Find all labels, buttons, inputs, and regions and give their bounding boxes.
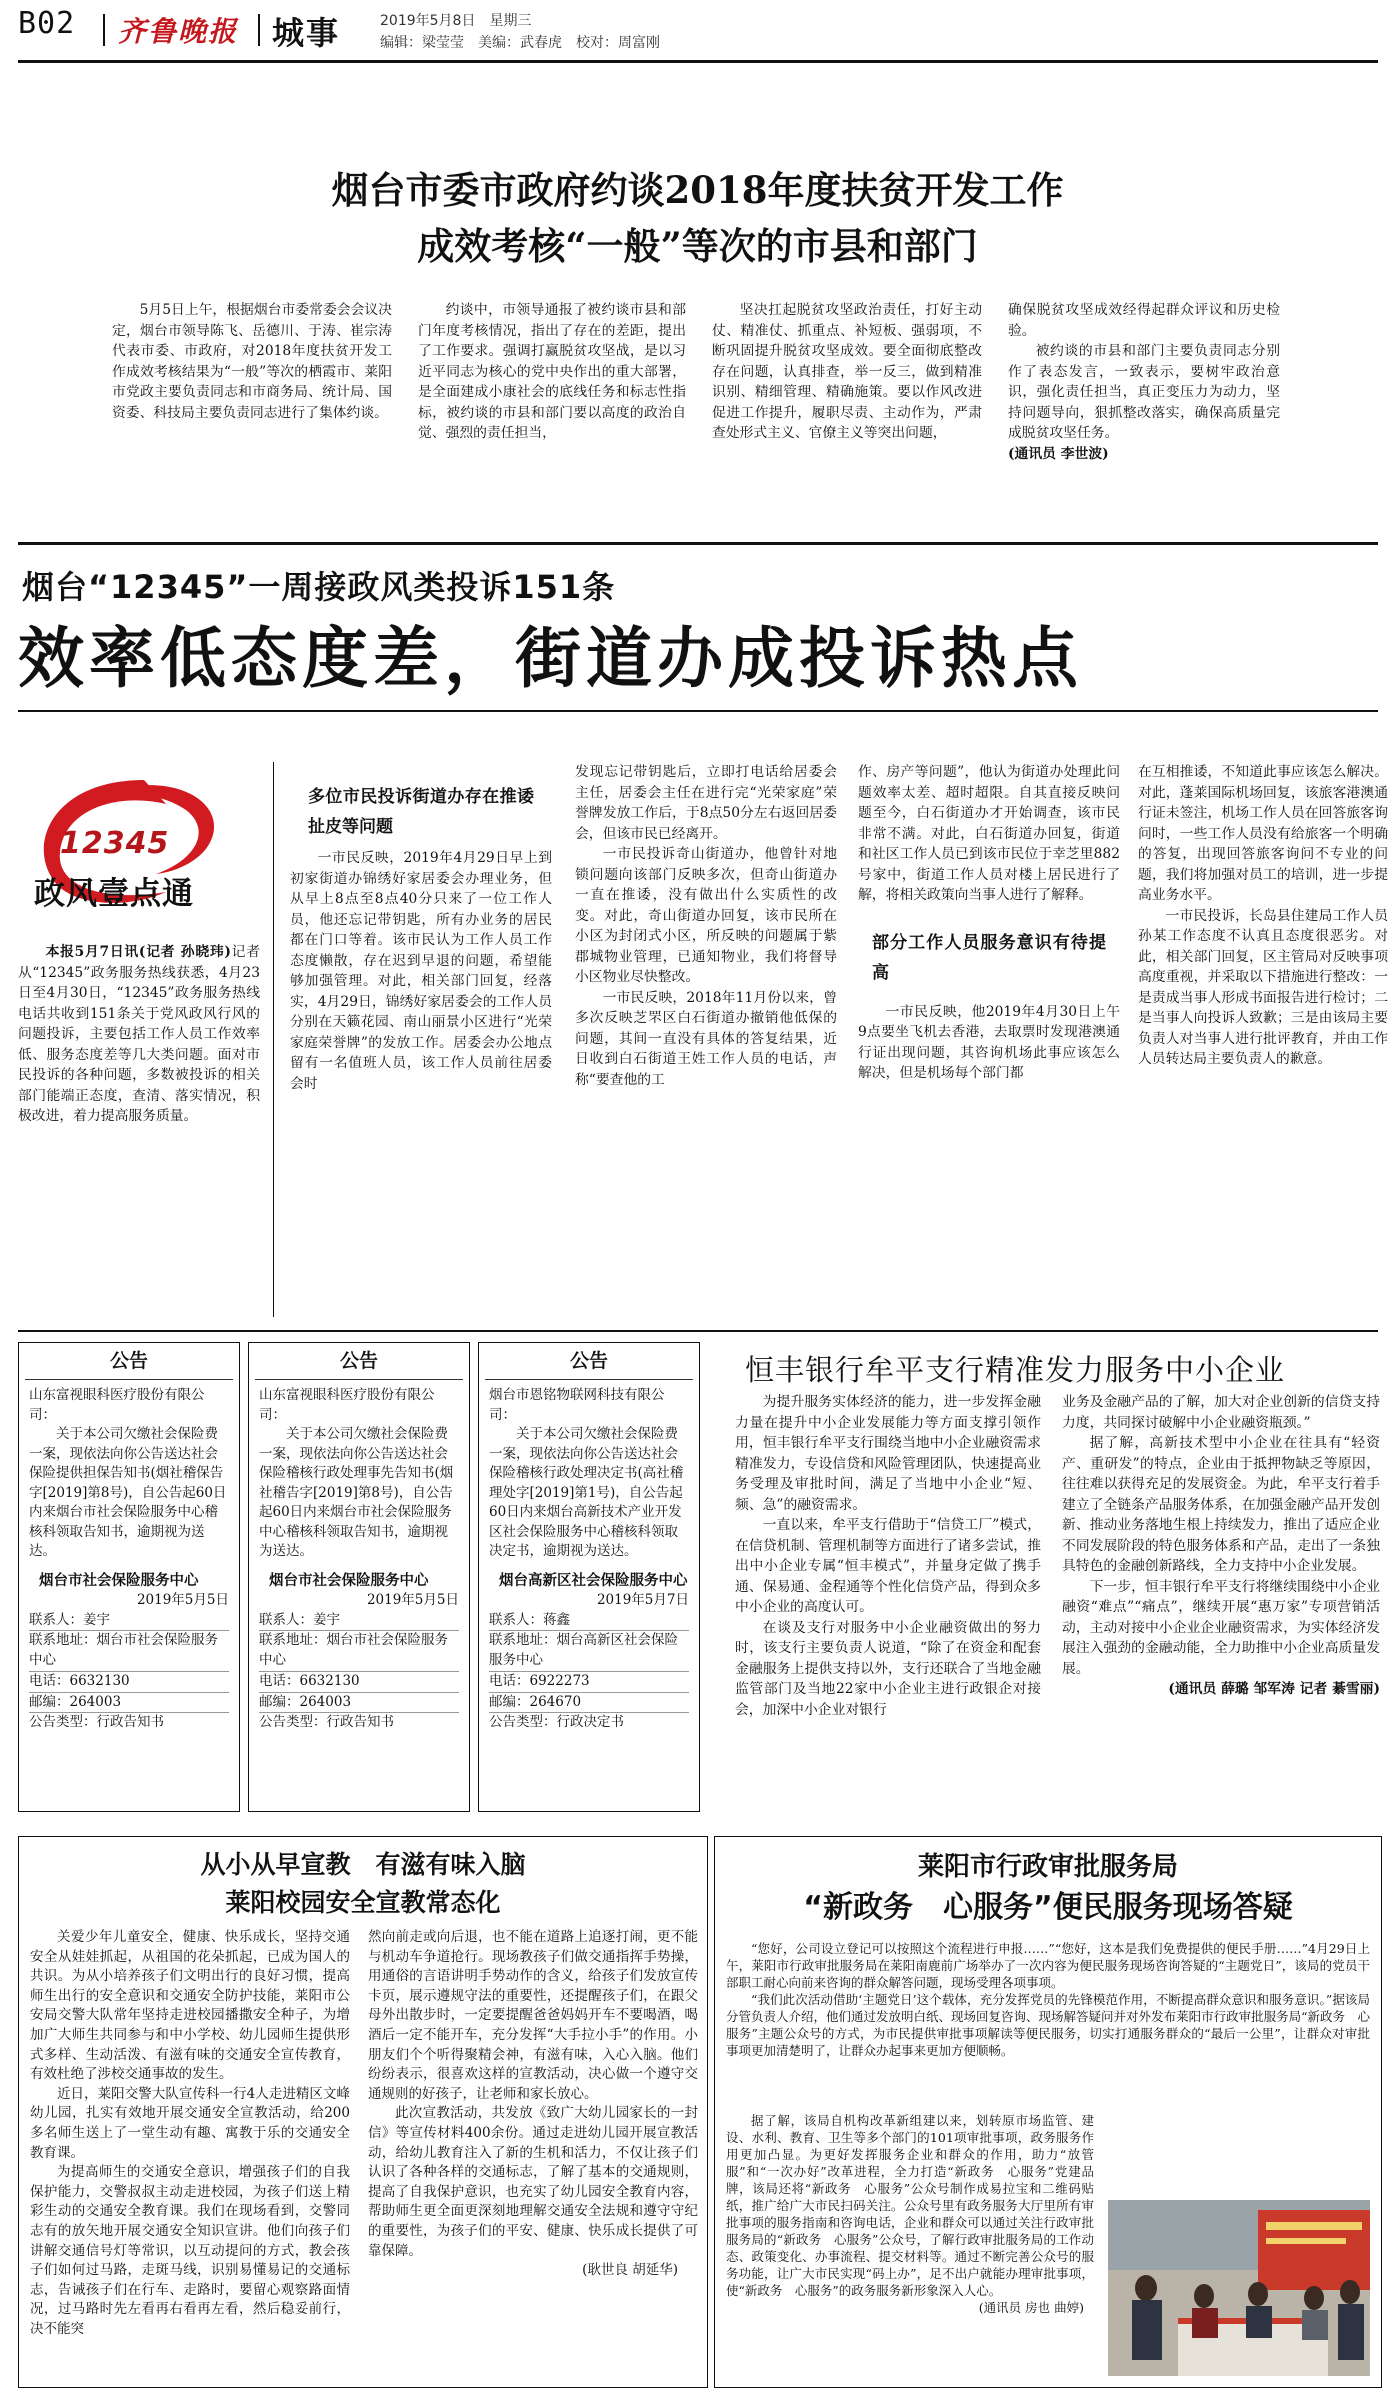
paragraph: 一市民反映，他2019年4月30日上午9点要坐飞机去香港，去取票时发现港澳通行证出现问题，其咨询机场此事应该怎么解决，但是机场每个部门都	[858, 1003, 1120, 1081]
article-2-column-4	[858, 762, 1120, 1322]
section-name: 城事	[272, 14, 341, 52]
byline: (通讯员 房也 曲婷)	[978, 2300, 1084, 2315]
paragraph: 一市民反映，2019年4月29日早上到初家街道办锦绣好家居委会办理业务，但从早上8点至8点40分只来了一位工作人员，他还忘记带钥匙，所有办业务的居民都在门口等着。该市民认为工作人员工作态度懒散，存在迟到早退的问题，希望能够加强管理。对此，相关部门回复，经落实，4月29日，锦绣好家居委会的工作人员分别在天籁花园、南山丽景小区进行“光荣家庭荣誉牌”的发放工作。居委会办公地点留有一名值班人员，该工作人员前往居委会时	[290, 850, 552, 1092]
notice-contacts	[479, 1611, 699, 1734]
notice-contacts	[249, 1611, 469, 1734]
lead-byline: 本报5月7日讯(记者 孙晓玮)	[45, 944, 231, 960]
notice-text: 关于本公司欠缴社会保险费一案，现依法向你公告送达社会保险稽核行政处理决定书(高社稽理处字[2019]第1号)，自公告起60日内来烟台高新技术产业开发区社会保险服务中心稽核科领取决定书，逾期视为送达。	[489, 1426, 684, 1559]
notice-recipient: 烟台市恩铭物联网科技有限公司：	[489, 1387, 665, 1423]
paragraph: 被约谈的市县和部门主要负责同志分别作了表态发言，一致表示，要树牢政治意识，强化责任担当，真正变压力为动力，坚持问题导向，狠抓整改落实，确保高质量完成脱贫攻坚任务。	[1008, 343, 1280, 441]
notice-date: 2019年5月5日	[136, 1592, 229, 1608]
masthead	[0, 0, 1395, 60]
headline-line-2: 成效考核“一般”等次的市县和部门	[417, 224, 978, 268]
page-number: B02	[18, 6, 76, 41]
masthead-divider	[103, 14, 105, 46]
subheading: 多位市民投诉街道办存在推诿扯皮等问题	[308, 787, 534, 837]
article-3-column-2	[1062, 1392, 1380, 1824]
contact-phone: 电话：6922273	[489, 1672, 689, 1693]
notice-date: 2019年5月5日	[366, 1592, 459, 1608]
service-event-photo	[1108, 2200, 1370, 2376]
paragraph: 一市民投诉奇山街道办，他曾针对地锁问题向该部门反映多次，但奇山街道办一直在推诿，没有做出什么实质性的改变。对此，奇山街道办回复，该市民所在小区为封闭式小区，所反映的问题属于紫郡城物业管理，已通知物业，我们将督导小区物业尽快整改。	[575, 846, 837, 985]
article-4-column-2	[368, 1928, 698, 2380]
article-1-column-2	[418, 300, 686, 520]
paragraph: 关爱少年儿童安全，健康、快乐成长，坚持交通安全从娃娃抓起，从祖国的花朵抓起，已成为国人的共识。为从小培养孩子们文明出行的良好习惯，提高师生出行的安全意识和交通安全防护技能，莱阳市公安局交警大队常年坚持走进校园播撒安全种子，为增加广大师生共同参与和中小学校、幼儿园师生提供形式多样、生动活泼、有滋有味的交通安全宣传教育，有效杜绝了涉校交通事故的发生。	[30, 1929, 350, 2083]
notice-body	[249, 1386, 469, 1611]
article-2-column-2	[290, 782, 552, 1322]
paragraph: 据了解，高新技术型中小企业在往具有“轻资产、重研发”的特点，企业由于抵押物缺乏等原因，往往难以获得充足的发展资金。为此，牟平支行着手建立了全链条产品服务体系，在加强金融产品开发创新、推动业务落地生根上持续发力，推出了适应企业不同发展阶段的特色服务体系和产品，走出了一条独具特色的金融创新路线，全力支持中小企业发展。	[1062, 1435, 1380, 1574]
logo-text: 政风壹点通	[34, 876, 194, 912]
article-2-headline: 效率低态度差，街道办成投诉热点	[18, 619, 1083, 697]
notice-body	[479, 1386, 699, 1611]
paragraph: 此次宣教活动，共发放《致广大幼儿园家长的一封信》等宣传材料400余份。通过走进幼儿园开展宣教活动，给幼儿教育注入了新的生机和活力，不仅让孩子们认识了各种各样的交通标志，了解了基本的交通规则，提高了自我保护意识，也充实了幼儿园安全教育内容，帮助师生更全面更深刻地理解交通安全法规和遵守守纪的重要性，为孩子们的平安、健康、快乐成长提供了可靠保障。	[368, 2105, 698, 2259]
article-1-headline	[0, 162, 1395, 274]
article-3-headline: 恒丰银行牟平支行精准发力服务中小企业	[745, 1353, 1286, 1387]
paragraph: 一直以来，牟平支行借助于“信贷工厂”模式，在信贷机制、管理机制等方面进行了诸多尝试，推出中小企业专属“恒丰模式”，并量身定做了携手通、保易通、金程通等个性化信贷产品，得到众多中小企业的高度认可。	[735, 1517, 1041, 1615]
paragraph: “您好，公司设立登记可以按照这个流程进行申报……”“您好，这本是我们免费提供的便民手册……”4月29日上午，莱阳市行政审批服务局在莱阳南鹿前广场举办了一次内容为便民服务现场咨询答疑的“主题党日”，该局的党员干部职工耐心向前来咨询的群众解答问题，现场受理各项事项。	[726, 1941, 1370, 1990]
notice-date: 2019年5月7日	[596, 1592, 689, 1608]
article-1-column-4	[1008, 300, 1280, 520]
contact-phone: 电话：6632130	[259, 1672, 459, 1693]
subheading: 部分工作人员服务意识有待提高	[872, 932, 1106, 983]
paragraph: 近日，莱阳交警大队宣传科一行4人走进精区文峰幼儿园，扎实有效地开展交通安全宣教活动，给200多名师生送上了一堂生动有趣、寓教于乐的交通安全教育课。	[30, 2085, 350, 2161]
section-divider	[18, 542, 1378, 545]
byline: (通讯员 薛璐 邹军涛 记者 綦雪丽)	[1168, 1681, 1380, 1697]
paragraph: 在谈及支行对服务中小企业融资做出的努力时，该支行主要负责人说道，“除了在资金和配套金融服务上提供支持以外，支行还联合了当地金融监管部门及当地22家中小企业主进行政银企对接会，加深中小企业对银行	[735, 1619, 1041, 1718]
article-5-intro	[726, 1940, 1370, 2110]
notice-title: 公告	[25, 1343, 233, 1380]
hotline-logo	[16, 768, 266, 926]
paragraph	[18, 942, 260, 1127]
headline-line-1: 莱阳市行政审批服务局	[917, 1852, 1178, 1882]
notice-body	[19, 1386, 239, 1611]
paragraph: 作、房产等问题”，他认为街道办处理此问题效率太差、超时超限。自其直接反映问题至今，白石街道办才开始调查，该市民非常不满。对此，白石街道办回复，街道和社区工作人员已到该市民位于幸芝里882号家中，街道工作人员对楼上居民进行了解，将相关政策向当事人进行了解释。	[858, 764, 1120, 903]
contact-person: 联系人：姜宇	[259, 1611, 459, 1632]
article-2-column-5	[1138, 762, 1388, 1322]
article-2-column-1	[18, 942, 260, 1312]
paragraph: 发现忘记带钥匙后，立即打电话给居委会主任，居委会主任在进行完“光荣家庭”荣誉牌发放工作后，于8点50分左右返回居委会，但该市民已经离开。	[575, 764, 837, 842]
contact-person: 联系人：姜宇	[29, 1611, 229, 1632]
column-divider	[273, 762, 274, 1317]
headline-rule	[18, 710, 1378, 712]
paragraph: 坚决扛起脱贫攻坚政治责任，打好主动仗、精准仗、抓重点、补短板、强弱项，不断巩固提升脱贫攻坚成效。要全面彻底整改存在问题，认真排查，举一反三，做到精准识别、精细管理、精确施策。要以作风改进促进工作提升，履职尽责、主动作为，严肃查处形式主义、官僚主义等突出问题，	[712, 302, 982, 441]
contact-address: 联系地址：烟台市社会保险服务中心	[29, 1631, 229, 1672]
notice-2	[248, 1342, 470, 1812]
article-2-column-3	[575, 762, 837, 1322]
paragraph: 约谈中，市领导通报了被约谈市县和部门年度考核情况，指出了存在的差距，提出了工作要求。强调打赢脱贫攻坚战，是以习近平同志为核心的党中央作出的重大部署，是全面建成小康社会的底线任务和标志性指标，被约谈的市县和部门要以高度的政治自觉、强烈的责任担当，	[418, 302, 686, 441]
paragraph: 为提升服务实体经济的能力，进一步发挥金融力量在提升中小企业发展能力等方面支撑引领作用，恒丰银行牟平支行围绕当地中小企业融资需求精准发力，专设信贷和风险管理团队，快速提高业务受理及审批时间，满足了当地中小企业“短、频、急”的融资需求。	[735, 1394, 1041, 1513]
headline-line-2: 莱阳校园安全宣教常态化	[225, 1888, 501, 1917]
headline-line-1: 烟台市委市政府约谈2018年度扶贫开发工作	[331, 168, 1064, 212]
editor-credits: 编辑：梁莹莹 美编：武春虎 校对：周富刚	[380, 35, 660, 51]
paragraph: 业务及金融产品的了解，加大对企业创新的信贷支持力度，共同探讨破解中小企业融资瓶颈。”	[1062, 1394, 1380, 1431]
newspaper-logo: 齐鲁晚报	[118, 15, 239, 48]
paragraph: 据了解，该局自机构改革新组建以来，划转原市场监管、建设、水利、教育、卫生等多个部门的101项审批事项，政务服务作用更加凸显。为更好发挥服务企业和群众的作用，助力“放管服”和“一次办好”改革进程，全力打造“新政务 心服务”党建品牌，该局还将“新政务 心服务”公众号制作成易拉宝和二维码贴纸，推广给广大市民扫码关注。公众号里有政务服务大厅里所有审批事项的服务指南和咨询电话，企业和群众可以通过关注行政审批服务局的“新政务 心服务”公众号，了解行政审批服务局的工作动态、政策变化、办事流程、提交材料等。通过不断完善公众号的服务功能，让广大市民实现“码上办”，足不出户就能办理审批事项，使“新政务 心服务”的政务服务新形象深入人心。	[726, 2113, 1094, 2298]
lead-text: 记者从“12345”政务服务热线获悉，4月23日至4月30日，“12345”政务服务热线电话共收到151条关于党风政风行风的问题投诉，主要包括工作人员工作效率低、服务态度差等几大类问题。面对市民投诉的各种问题，多数被投诉的相关部门能端正态度，查清、落实情况，积极改进，着力提高服务质量。	[18, 944, 260, 1124]
notice-1	[18, 1342, 240, 1812]
contact-phone: 电话：6632130	[29, 1672, 229, 1693]
paragraph: 5月5日上午，根据烟台市委常委会会议决定，烟台市领导陈飞、岳德川、于涛、崔宗涛代表市委、市政府，对2018年度扶贫开发工作成效考核结果为“一般”等次的栖霞市、莱阳市党政主要负责同志和市商务局、统计局、国资委、科技局主要负责同志进行了集体约谈。	[112, 302, 392, 421]
paragraph: 为提高师生的交通安全意识，增强孩子们的自我保护能力，交警叔叔主动走进校园，为孩子们送上精彩生动的交通安全教育课。我们在现场看到，交警同志有的放矢地开展交通安全知识宣讲。他们向孩子们讲解交通信号灯等常识，以互动提问的方式，教会孩子们如何过马路，走斑马线，识别易懂易记的交通标志，告诫孩子们在行车、走路时，要留心观察路面情况，过马路时先左看再右看再左看，然后稳妥前行，决不能突	[30, 2164, 350, 2337]
article-2-subhead: 烟台“12345”一周接政风类投诉151条	[22, 568, 616, 606]
section-divider	[18, 1330, 1378, 1332]
paragraph: 一市民投诉，长岛县住建局工作人员孙某工作态度不认真且态度很恶劣。对此，相关部门回复，区主管局对反映事项高度重视，并采取以下措施进行整改：一是责成当事人形成书面报告进行检讨；二是当事人向投诉人致歉；三是由该局主要负责人对当事人进行批评教育，并由工作人员转达局主要负责人的歉意。	[1138, 907, 1388, 1067]
contact-address: 联系地址：烟台市社会保险服务中心	[259, 1631, 459, 1672]
headline-line-2: “新政务 心服务”便民服务现场答疑	[803, 1890, 1293, 1925]
article-3-column-1	[735, 1392, 1041, 1824]
byline: (耿世良 胡延华)	[582, 2262, 678, 2279]
notice-text: 关于本公司欠缴社会保险费一案，现依法向你公告送达社会保险稽核行政处理事先告知书(烟社稽告字[2019]第8号)，自公告起60日内来烟台市社会保险服务中心稽核科领取告知书，逾期视为送达。	[259, 1426, 454, 1559]
byline: (通讯员 李世波)	[1008, 445, 1109, 462]
contact-postcode: 邮编：264003	[29, 1693, 229, 1714]
notice-type: 公告类型：行政决定书	[489, 1714, 624, 1731]
notice-type: 公告类型：行政告知书	[259, 1714, 394, 1731]
notice-title: 公告	[255, 1343, 463, 1380]
masthead-divider	[258, 14, 260, 46]
paragraph: 在互相推诿，不知道此事应该怎么解决。对此，蓬莱国际机场回复，该旅客港澳通行证未签注，机场工作人员在回答旅客询问时，一些工作人员没有给旅客一个明确的答复，出现回答旅客询问不专业的问题，我们将加强对员工的培训，进一步提高业务水平。	[1138, 764, 1388, 903]
paragraph: 确保脱贫攻坚成效经得起群众评议和历史检验。	[1008, 302, 1280, 339]
notice-recipient: 山东富视眼科医疗股份有限公司：	[259, 1387, 435, 1423]
paragraph: 下一步，恒丰银行牟平支行将继续围绕中小企业融资“难点”“痛点”，继续开展“惠万家”专项营销活动，主动对接中小企业企业融资需求，为实体经济发展注入强劲的金融动能，全力助推中小企业高质量发展。	[1062, 1578, 1380, 1677]
contact-address: 联系地址：烟台高新区社会保险服务中心	[489, 1631, 689, 1672]
article-4-column-1	[30, 1928, 350, 2380]
issue-date: 2019年5月8日 星期三	[380, 13, 532, 29]
notice-issuer: 烟台市社会保险服务中心	[269, 1572, 429, 1589]
headline-line-1: 从小从早宣教 有滋有味入脑	[200, 1850, 526, 1879]
logo-number: 12345	[60, 826, 170, 861]
contact-postcode: 邮编：264670	[489, 1693, 689, 1714]
event-photo-image	[1108, 2200, 1370, 2376]
article-5-body	[726, 2112, 1094, 2382]
notice-type: 公告类型：行政告知书	[29, 1714, 164, 1731]
paragraph: “我们此次活动借助‘主题党日’这个载体，充分发挥党员的先锋模范作用，不断提高群众意识和服务意识。”据该局分管负责人介绍，他们通过发放明白纸、现场回复咨询、现场解答疑问并对外发布莱阳市行政审批服务局“新政务 心服务”主题公众号的方式，为市民提供审批事项解读等便民服务，切实打通服务群众的“最后一公里”，让群众对审批事项更加清楚明了，让群众办起事来更加方便顺畅。	[726, 1992, 1370, 2058]
notice-title: 公告	[485, 1343, 693, 1380]
paragraph: 一市民反映，2018年11月份以来，曾多次反映芝罘区白石街道办撤销他低保的问题，其间一直没有具体的答复结果，近日收到白石街道王姓工作人员的电话，声称“要查他的工	[575, 989, 837, 1088]
notice-contacts	[19, 1611, 239, 1734]
article-5-headline	[714, 1848, 1382, 1930]
masthead-rule	[18, 60, 1378, 63]
notice-recipient: 山东富视眼科医疗股份有限公司：	[29, 1387, 205, 1423]
notice-text: 关于本公司欠缴社会保险费一案，现依法向你公告送达社会保险提供担保告知书(烟社稽保告字[2019]第8号)，自公告起60日内来烟台市社会保险服务中心稽核科领取告知书，逾期视为送达。	[29, 1426, 227, 1559]
article-4-headline	[18, 1846, 708, 1922]
notice-issuer: 烟台高新区社会保险服务中心	[499, 1572, 688, 1589]
paragraph: 然向前走或向后退，也不能在道路上追逐打闹，更不能与机动车争道抢行。现场教孩子们做交通指挥手势操，用通俗的言语讲明手势动作的含义，给孩子们发放宣传卡页，展示遵规守法的重要性，还提醒孩子们，在跟父母外出散步时，一定要提醒爸爸妈妈开车不要喝酒，喝酒后一定不能开车，充分发挥“大手拉小手”的作用。小朋友们个个听得聚精会神，有滋有味，入心入脑。他们纷纷表示，很喜欢这样的宣教活动，决心做一个遵守交通规则的好孩子，让老师和家长放心。	[368, 1929, 698, 2102]
contact-person: 联系人：蒋鑫	[489, 1611, 689, 1632]
article-1-column-3	[712, 300, 982, 520]
notice-issuer: 烟台市社会保险服务中心	[39, 1572, 199, 1589]
article-1-column-1	[112, 300, 392, 520]
contact-postcode: 邮编：264003	[259, 1693, 459, 1714]
notice-3	[478, 1342, 700, 1812]
